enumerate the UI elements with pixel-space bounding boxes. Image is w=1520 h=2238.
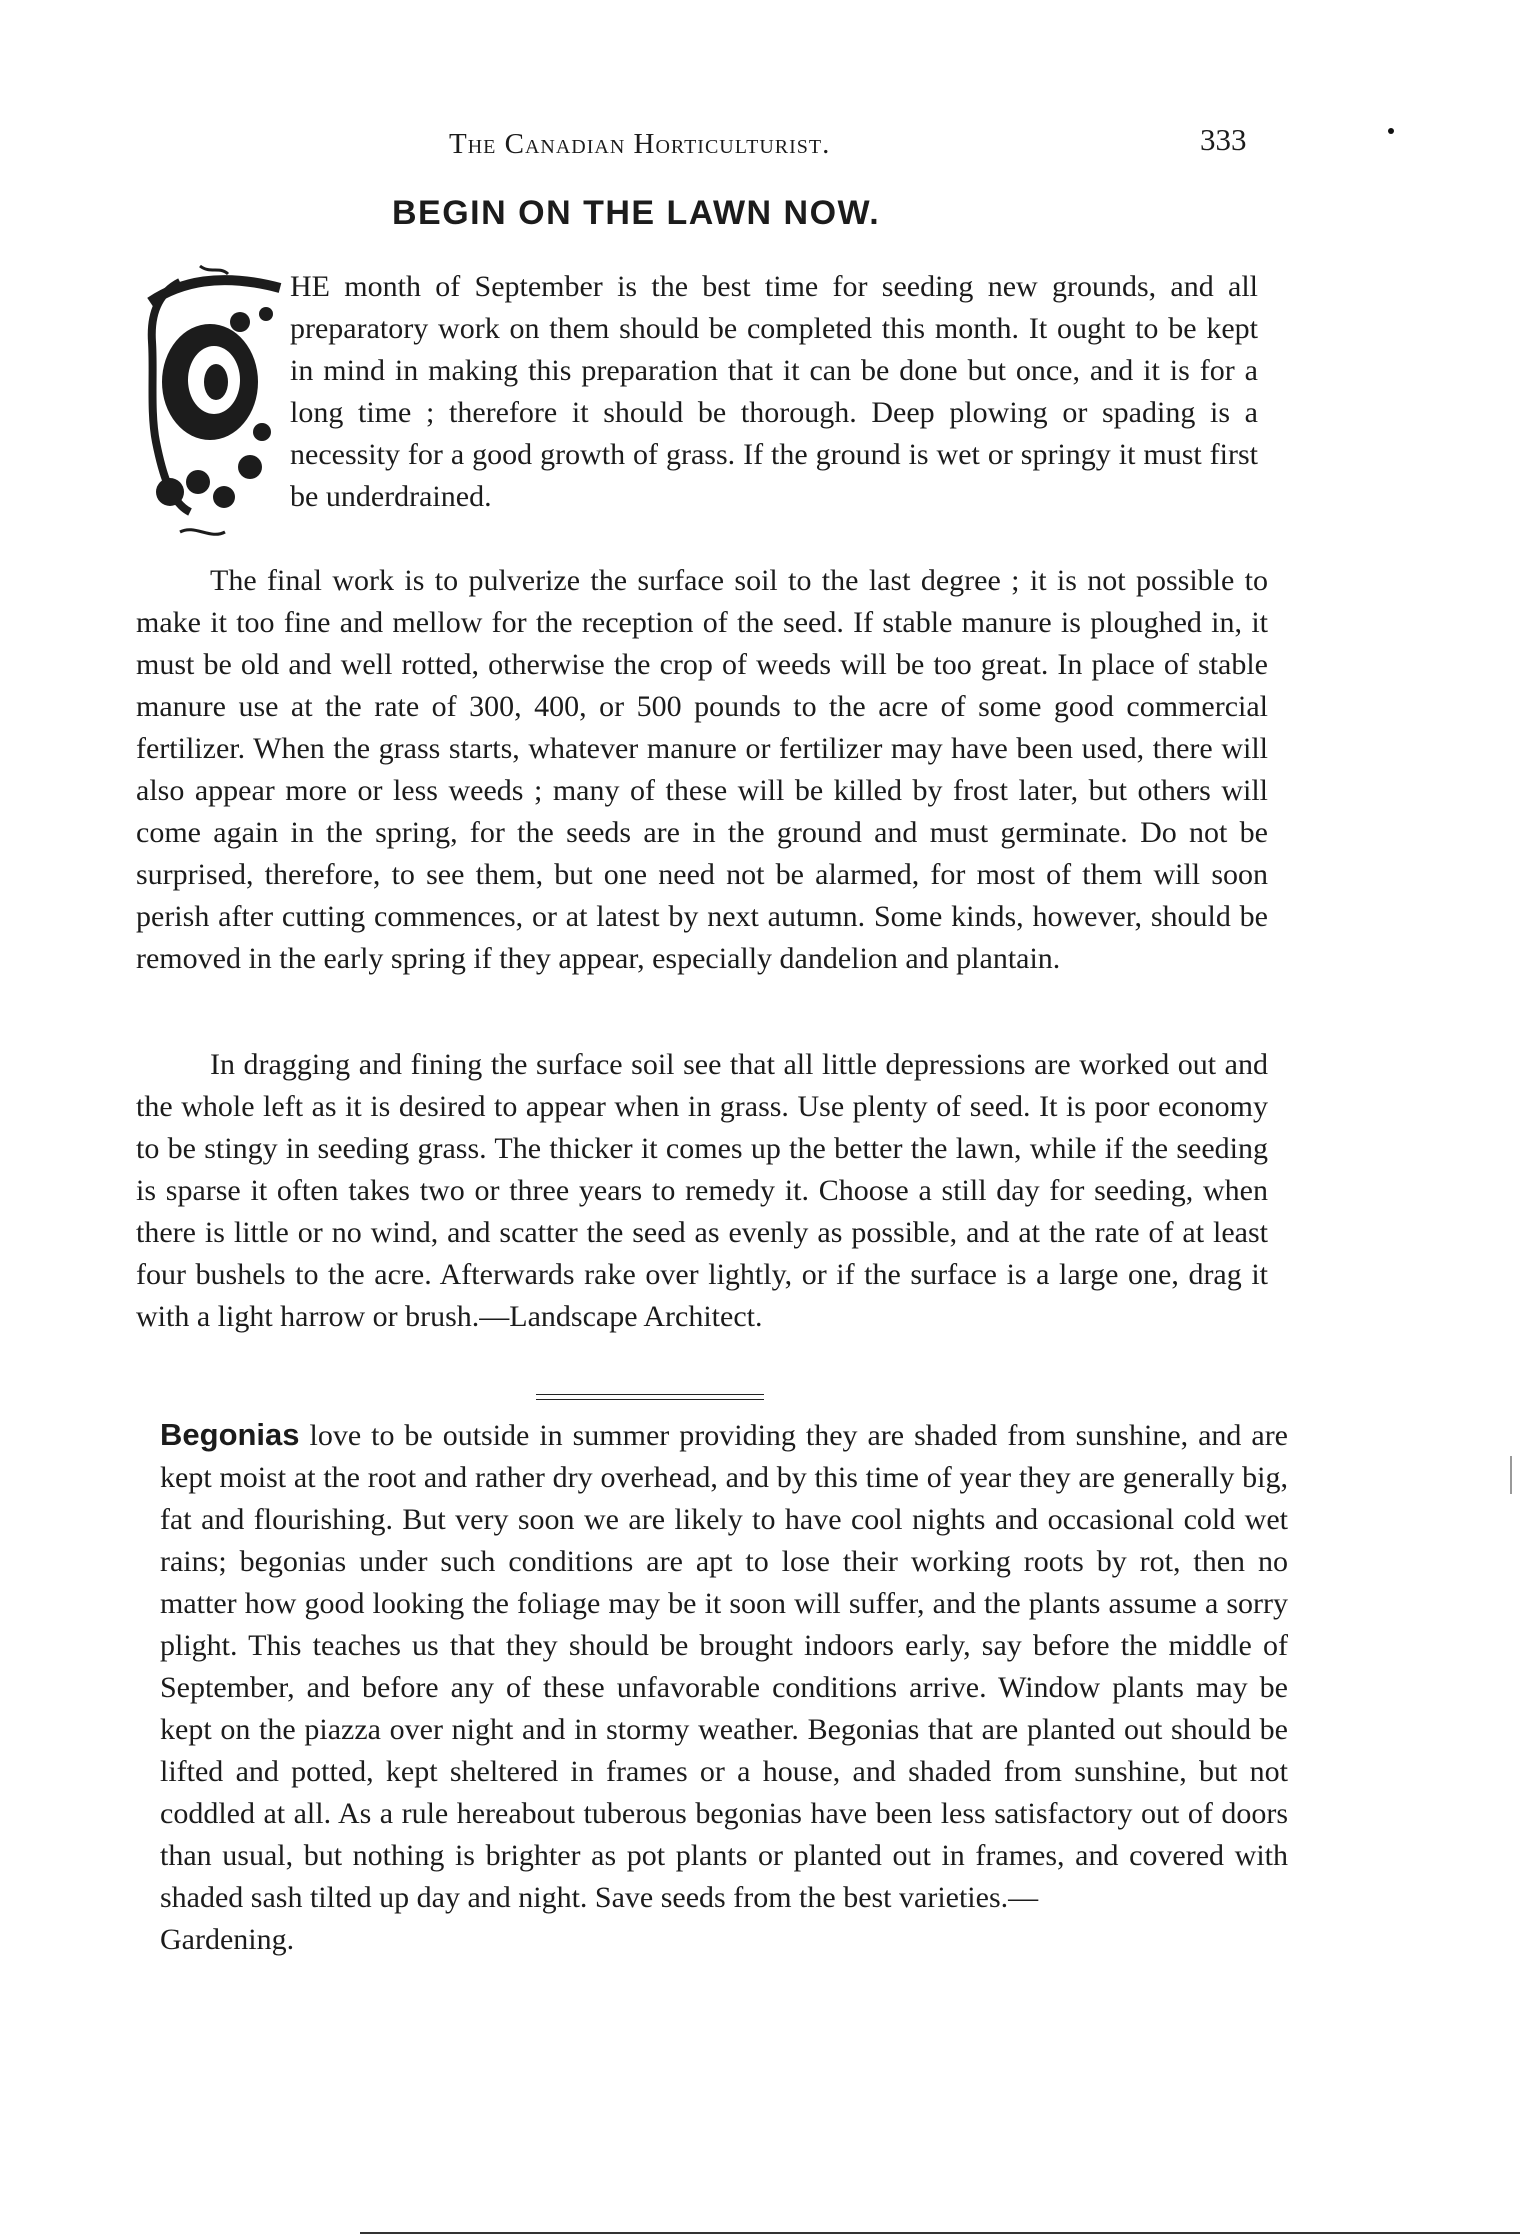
begonias-text: love to be outside in summer providing they are shaded from sunshine, and are kept moist at the root and rather dry overhead, and by this time of year they are generally big, fat and flourishing. But very soon we are likely to have cool nights and occasional cold wet rains; begonias under such conditions are apt to lose their working roots by rot, then no matter how good looking the foliage may be it soon will suffer, and the plants assume a sorry plight. This teaches us that they should be brought indoors early, say before the middle of September, and before any of these unfavorable conditions arrive. Window plants may be kept on the piazza over night and in stormy weather. Begonias that are planted out should be lifted and potted, kept sheltered in frames or a house, and shaded from sunshine, but not coddled at all. As a rule hereabout tuberous begonias have been less satisfactory out of doors than usual, but nothing is brighter as pot plants or planted out in frames, and covered with shaded sash tilted up day and night. Save seeds from the best varieties.— xyxy=(160,1419,1288,1914)
bottom-edge-rule xyxy=(360,2232,1520,2234)
paragraph-final-work: The final work is to pulverize the surface soil to the last degree ; it is not possible to make it too fine and mellow for the reception of the seed. If stable manure is ploughed in, it must be old and well rotted, otherwise the crop of weeds will be too great. In place of stable manure use at the rate of 300, 400, or 500 pounds to the acre of some good commercial fertilizer. When the grass starts, whatever manure or fertilizer may have been used, there will also appear more or less weeds ; many of these will be killed by frost later, but others will come again in the spring, for the seeds are in the ground and must germinate. Do not be surprised, therefore, to see them, but one need not be alarmed, for most of them will soon perish after cutting commences, or at latest by next autumn. Some kinds, however, should be removed in the early spring if they appear, especially dandelion and plantain. xyxy=(136,564,1268,975)
page-number: 333 xyxy=(1200,122,1247,157)
paragraph-dragging-seeding: In dragging and fining the surface soil see that all little depressions are worked out and the whole left as it is desired to appear when in grass. Use plenty of seed. It is poor economy to be stingy in seeding grass. The thicker it comes up the better the lawn, while if the seeding is sparse it often takes two or three years to remedy it. Choose a still day for seeding, when there is little or no wind, and scatter the seed as evenly as possible, and at the rate of at least four bushels to the acre. Afterwards rake over lightly, or if the surface is a large one, drag it with a light harrow or brush.—Landscape Architect. xyxy=(136,1048,1268,1333)
running-head: The Canadian Horticulturist. xyxy=(449,128,831,160)
margin-mark xyxy=(1510,1456,1512,1494)
begonias-lead-word: Begonias xyxy=(160,1417,300,1452)
begonias-paragraph xyxy=(160,1414,1288,1961)
section-divider xyxy=(536,1394,764,1400)
ornamental-drop-cap-t xyxy=(140,262,288,552)
intro-first-word: HE xyxy=(290,270,330,303)
begonias-source: Gardening. xyxy=(160,1923,295,1956)
intro-paragraph xyxy=(290,266,1258,518)
ink-speck xyxy=(1388,128,1394,134)
intro-text: month of September is the best time for seeding new grounds, and all preparatory work on them should be completed this month. It ought to be kept in mind in making this preparation that it can be done but once, and it is for a long time ; therefore it should be thorough. Deep plowing or spading is a necessity for a good growth of grass. If the ground is wet or springy it must first be underdrained. xyxy=(290,270,1258,513)
article-title: BEGIN ON THE LAWN NOW. xyxy=(392,194,881,232)
